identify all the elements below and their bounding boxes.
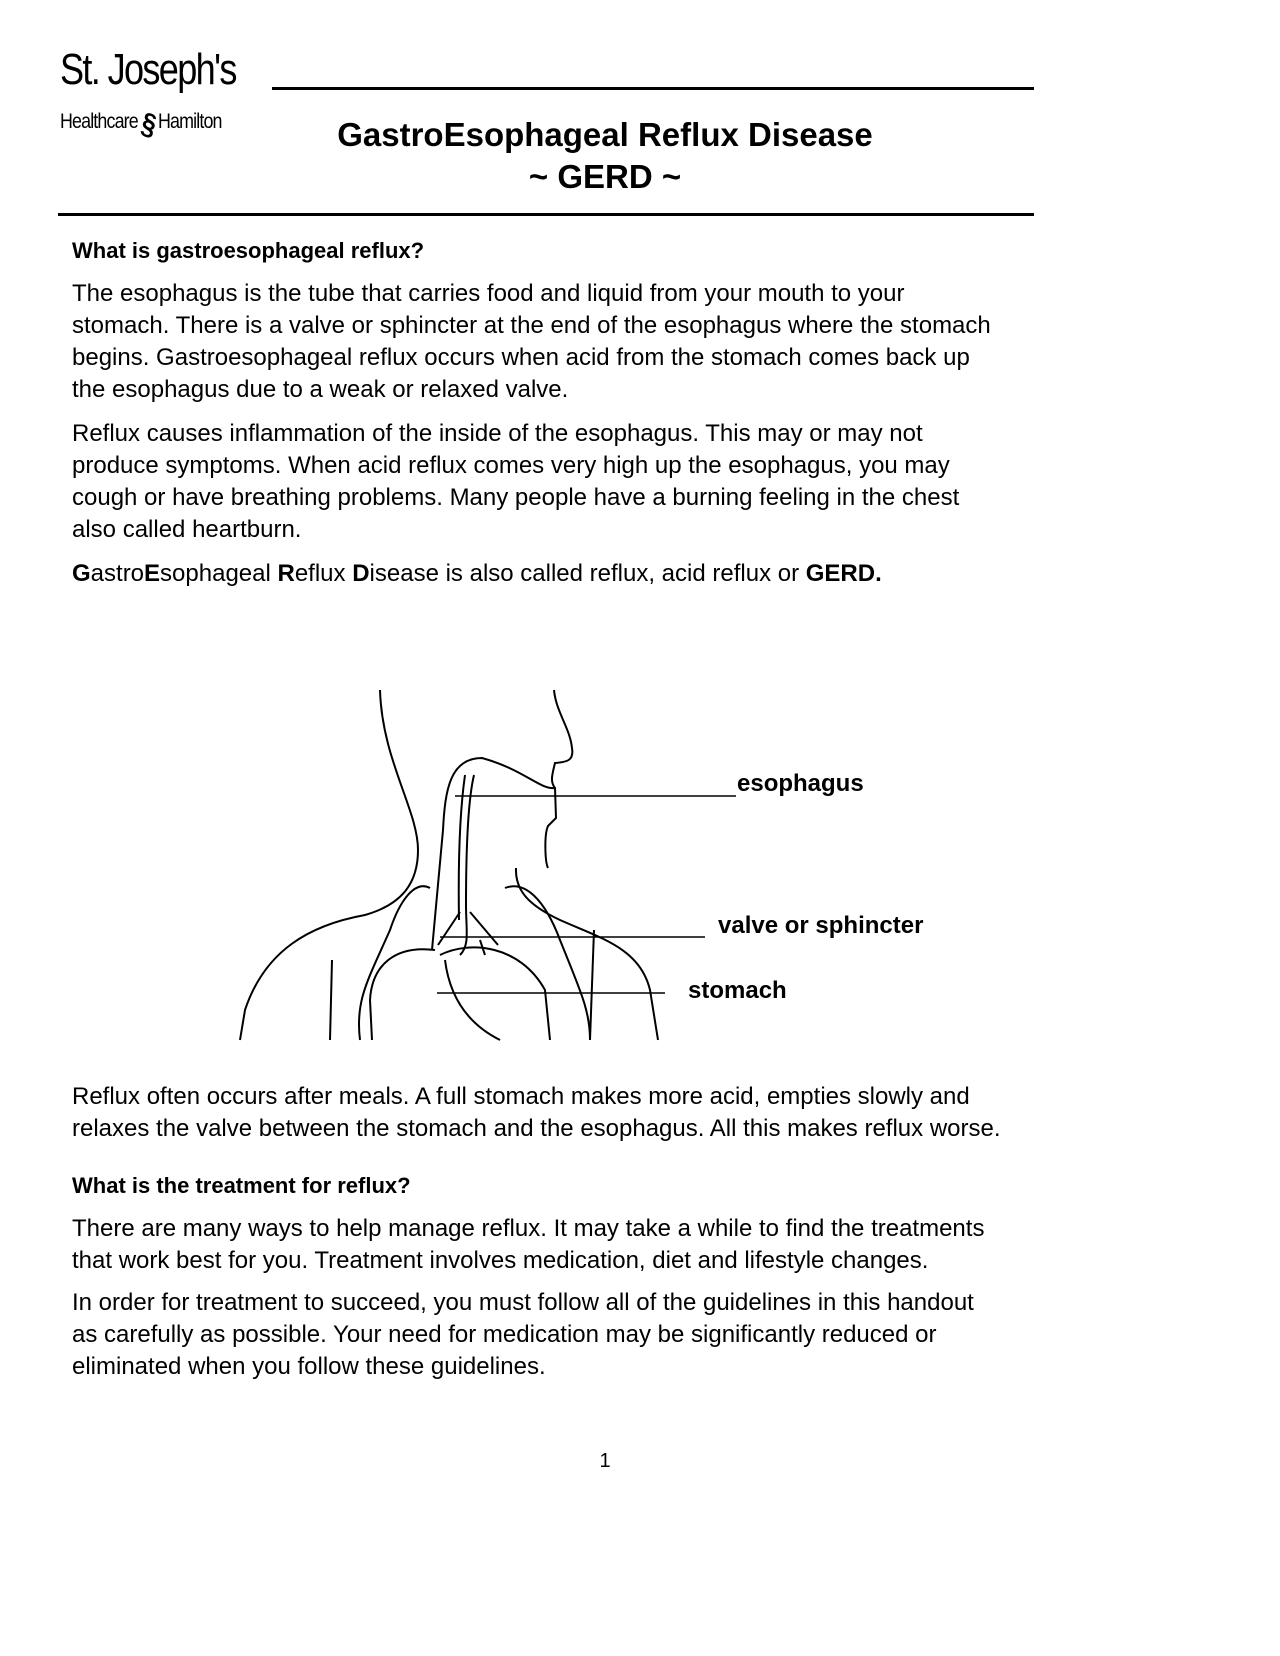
label-stomach: stomach [688,977,787,1004]
text-line: relaxes the valve between the stomach and the esophagus. All this makes reflux worse. [72,1115,1001,1142]
text-line: begins. Gastroesophageal reflux occurs when acid from the stomach comes back up [72,344,970,371]
text-line: also called heartburn. [72,516,302,543]
section-heading: What is the treatment for reflux? [72,1173,411,1198]
page-title: GastroEsophageal Reflux Disease [337,116,873,153]
label-esophagus: esophagus [737,770,864,797]
head-back-outline [240,690,418,1040]
label-valve: valve or sphincter [718,912,924,939]
paragraph [72,1081,1001,1145]
text-line: as carefully as possible. Your need for medication may be significantly reduced or [72,1321,937,1348]
mouth-outline [432,758,555,950]
page-subtitle: ~ GERD ~ [528,158,682,195]
text-line: that work best for you. Treatment involves medication, diet and lifestyle changes. [72,1247,929,1274]
paragraph [72,1287,974,1383]
text-line: eliminated when you follow these guidelines. [72,1353,546,1380]
bold-letter: G [72,560,91,587]
text-line: The esophagus is the tube that carries food and liquid from your mouth to your [72,280,905,307]
logo-mark-icon: § [137,106,159,143]
logo-sub-right: Hamilton [157,110,222,133]
text: sophageal [160,560,278,587]
logo-sub-left: Healthcare [60,110,138,133]
ribline [330,930,594,1040]
text-line: Reflux causes inflammation of the inside of the esophagus. This may or may not [72,420,923,447]
bold-letter: D [352,560,370,587]
text-line: Reflux often occurs after meals. A full stomach makes more acid, empties slowly and [72,1083,970,1110]
text-line: In order for treatment to succeed, you must follow all of the guidelines in this handout [72,1289,974,1316]
text-line: cough or have breathing problems. Many people have a burning feeling in the chest [72,484,960,511]
text: isease is also called reflux, acid reflux or [369,560,806,587]
text-line: There are many ways to help manage reflux. It may take a while to find the treatments [72,1215,985,1242]
page-number: 1 [599,1450,611,1472]
bold-text: GERD. [805,560,882,587]
text-line: the esophagus due to a weak or relaxed valve. [72,376,569,403]
text: astro [90,560,145,587]
text-line: produce symptoms. When acid reflux comes very high up the esophagus, you may [72,452,950,479]
left-lung [359,886,430,1040]
face-outline [545,690,572,868]
bold-letter: R [277,560,295,587]
paragraph [72,1213,984,1277]
bold-letter: E [144,560,161,587]
text-line: stomach. There is a valve or sphincter at the end of the esophagus where the stomach [72,312,991,339]
section-heading: What is gastroesophageal reflux? [72,238,425,263]
text: eflux [294,560,353,587]
logo-name: St. Joseph's [60,45,236,94]
